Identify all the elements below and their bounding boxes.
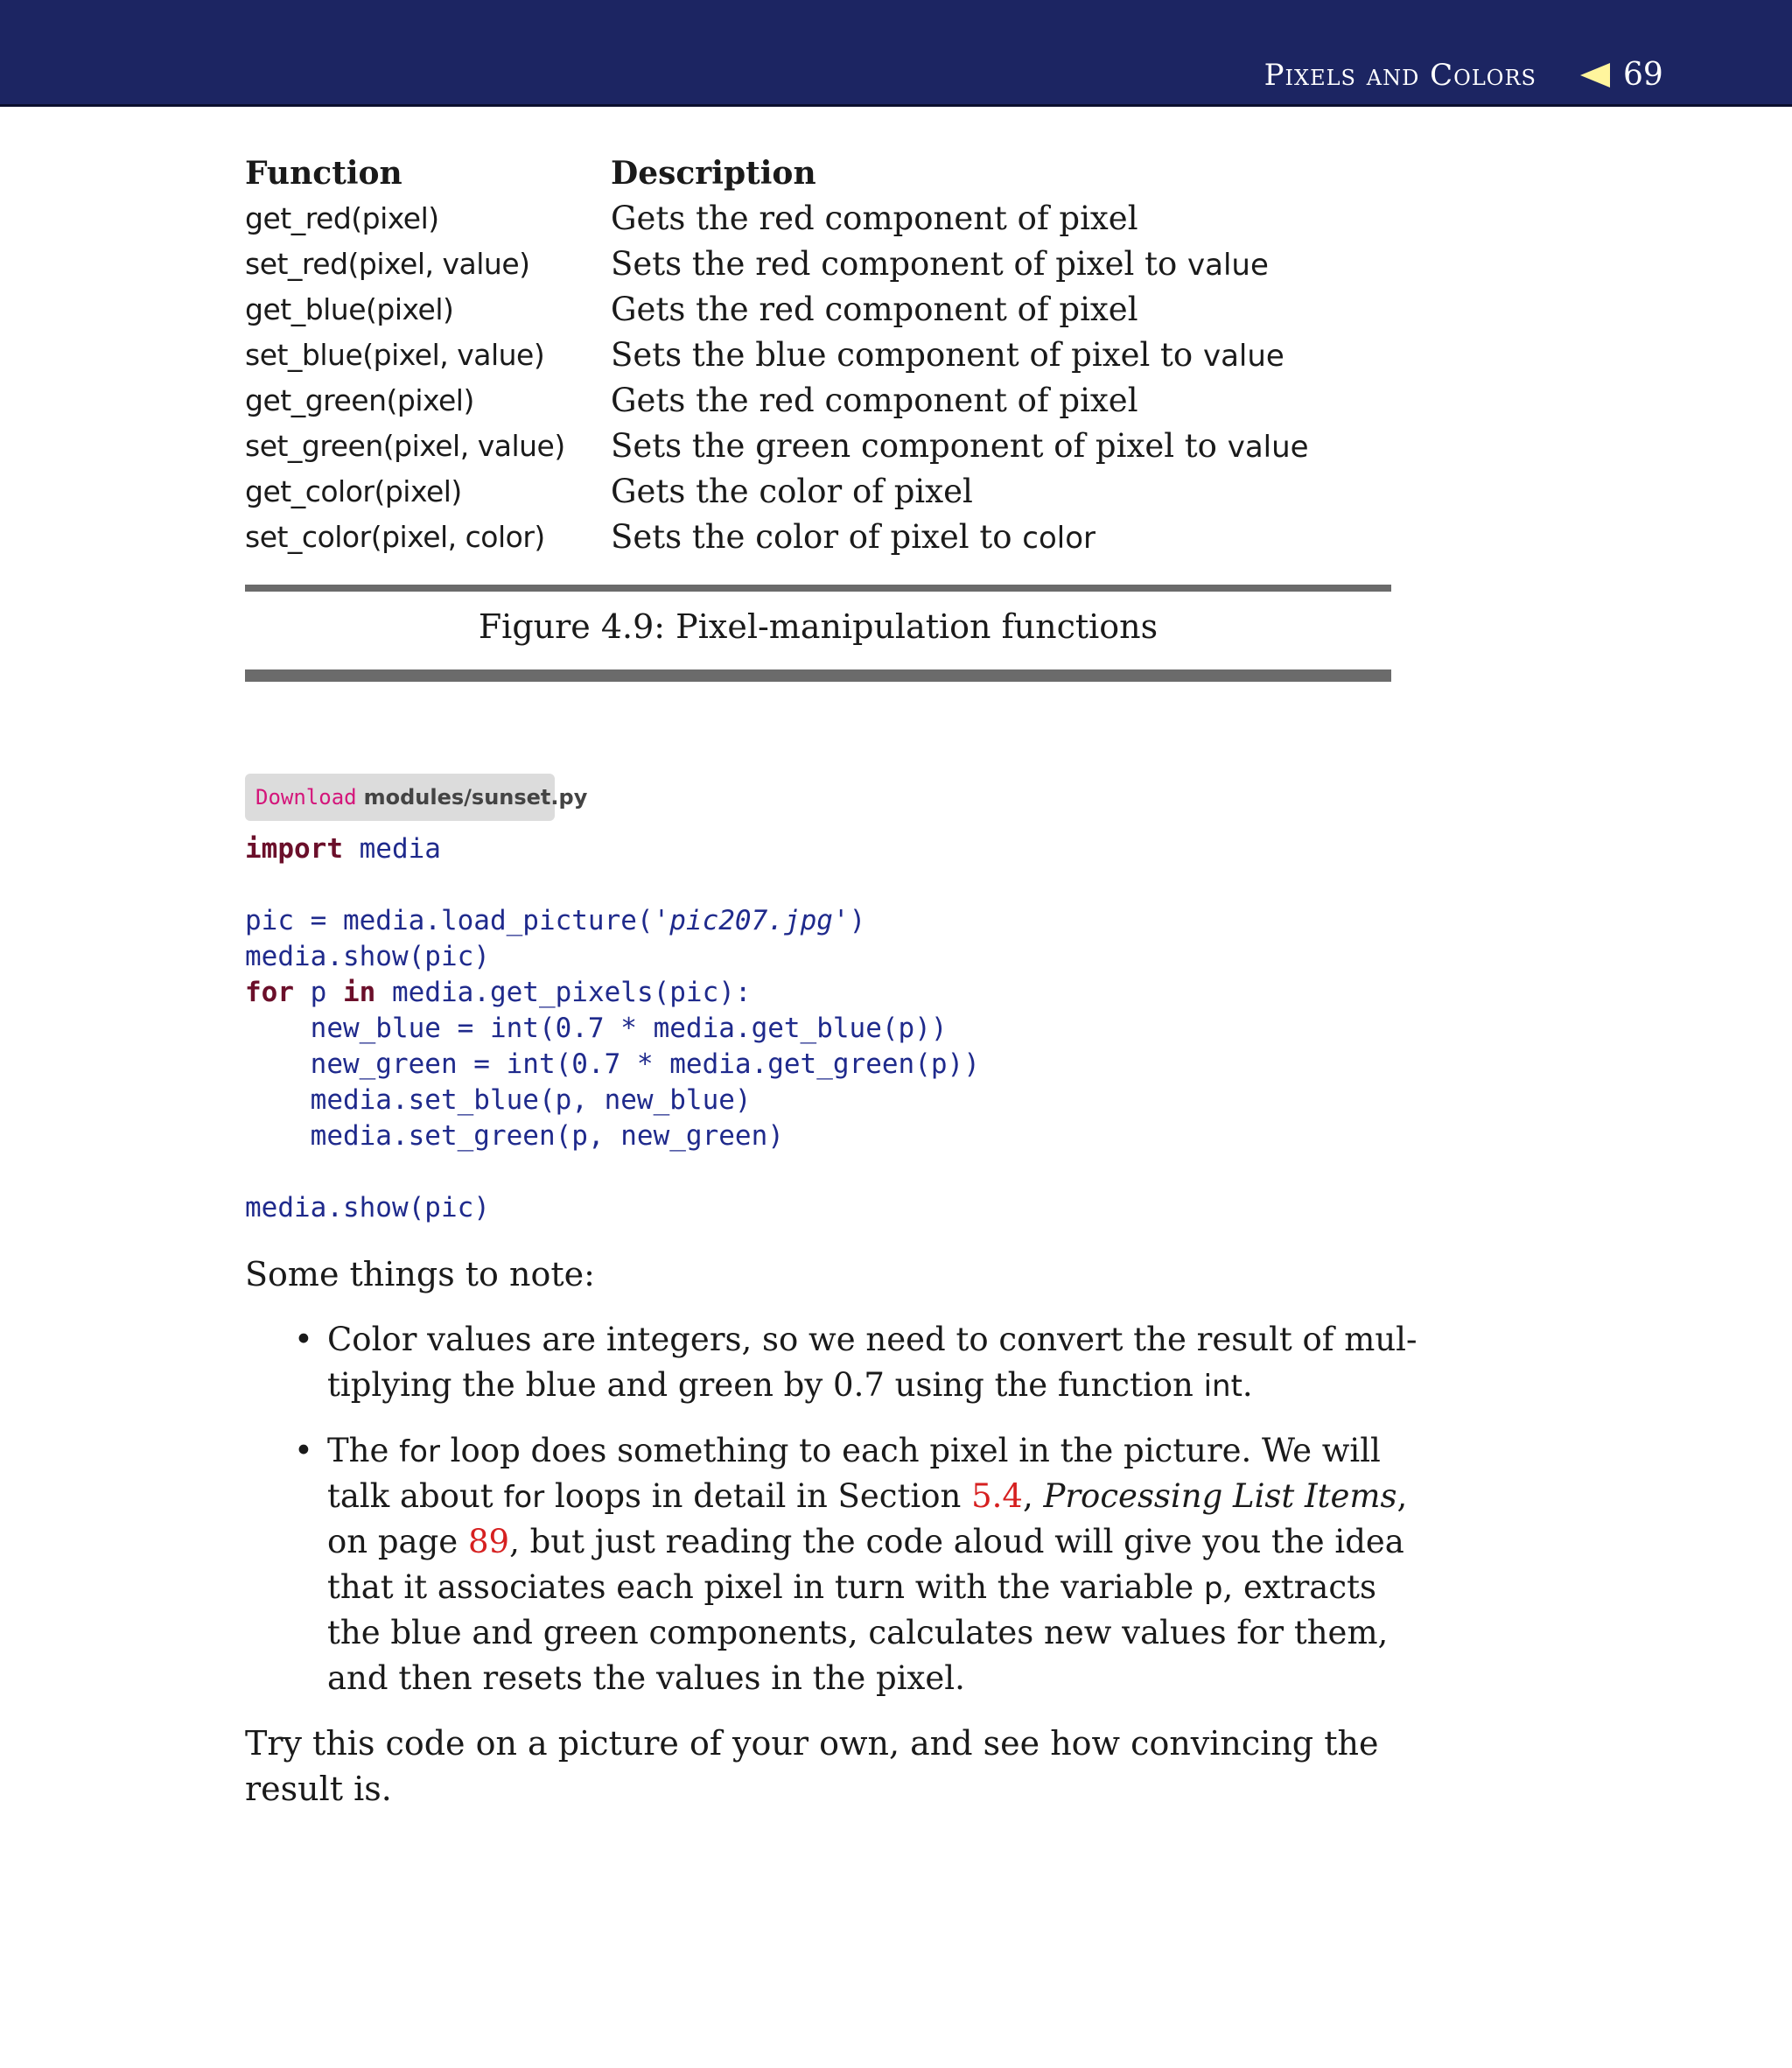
function-description bbox=[611, 424, 1309, 470]
closing-paragraph bbox=[245, 1721, 1391, 1812]
code-line: media.set_green(p, new_green) bbox=[245, 1120, 784, 1152]
code-text: pic = media.load_picture( bbox=[245, 905, 654, 936]
table-row bbox=[245, 287, 1391, 333]
bullet-item-int bbox=[294, 1317, 1418, 1408]
closing-line: result is. bbox=[245, 1770, 392, 1808]
running-header-band bbox=[0, 0, 1792, 107]
code-keyword: for bbox=[245, 977, 294, 1008]
closing-line: Try this code on a picture of your own, and see how convincing the bbox=[245, 1724, 1379, 1763]
function-description bbox=[611, 333, 1284, 379]
page-link[interactable]: 89 bbox=[467, 1523, 510, 1560]
description-code: color bbox=[1022, 521, 1096, 556]
function-name: get_red(pixel) bbox=[245, 201, 439, 235]
figure-caption: Figure 4.9: Pixel-manipulation functions bbox=[478, 607, 1158, 646]
code-blank-line bbox=[245, 867, 980, 903]
bullet-text: , but just reading the code aloud will give you the idea bbox=[509, 1523, 1404, 1560]
page-number: 69 bbox=[1623, 57, 1663, 93]
function-name: set_green(pixel, value) bbox=[245, 429, 565, 463]
description-code: value bbox=[1202, 339, 1284, 374]
description-text: Sets the blue component of pixel to bbox=[611, 336, 1203, 374]
bullet-text: . bbox=[1242, 1366, 1253, 1404]
code-line bbox=[245, 903, 980, 939]
function-description: Gets the color of pixel bbox=[611, 473, 973, 510]
function-name: set_color(pixel, color) bbox=[245, 520, 545, 554]
bullet-text: , extracts bbox=[1222, 1568, 1376, 1606]
function-name: set_red(pixel, value) bbox=[245, 247, 530, 281]
code-listing bbox=[245, 831, 980, 1226]
code-line: media.set_blue(p, new_blue) bbox=[245, 1084, 752, 1116]
inline-code: p bbox=[1203, 1571, 1223, 1606]
function-description: Gets the red component of pixel bbox=[611, 200, 1138, 237]
inline-code: int bbox=[1203, 1369, 1242, 1404]
code-text: media.get_pixels(pic): bbox=[375, 977, 752, 1008]
code-line bbox=[245, 975, 980, 1011]
bullet-line bbox=[327, 1363, 1391, 1408]
left-arrow-icon bbox=[1580, 63, 1610, 88]
description-text: Sets the green component of pixel to bbox=[611, 427, 1228, 465]
code-line: new_green = int(0.7 * media.get_green(p)) bbox=[245, 1048, 980, 1080]
table-row bbox=[245, 424, 1391, 469]
bullet-line: the blue and green components, calculates new values for them, bbox=[327, 1614, 1389, 1651]
bullet-line bbox=[327, 1428, 1391, 1474]
function-table bbox=[245, 151, 1391, 560]
code-line bbox=[245, 831, 980, 867]
description-code: value bbox=[1187, 248, 1269, 283]
running-head-title: Pixels and Colors bbox=[1264, 58, 1536, 93]
function-name: get_color(pixel) bbox=[245, 474, 462, 508]
table-row bbox=[245, 196, 1391, 242]
figure-bottom-rule bbox=[245, 669, 1391, 682]
function-description: Gets the red component of pixel bbox=[611, 291, 1138, 328]
bullet-line: and then resets the values in the pixel. bbox=[327, 1659, 965, 1697]
bullet-line: Color values are integers, so we need to convert the result of mul- bbox=[327, 1321, 1418, 1358]
function-name: get_blue(pixel) bbox=[245, 292, 454, 326]
function-description: Gets the red component of pixel bbox=[611, 382, 1138, 419]
table-row bbox=[245, 242, 1391, 287]
bullet-text: loop does something to each pixel in the picture. We will bbox=[439, 1432, 1381, 1469]
column-header-description: Description bbox=[611, 155, 816, 192]
code-text: ) bbox=[849, 905, 866, 936]
code-blank-line bbox=[245, 1154, 980, 1190]
code-text: media bbox=[342, 833, 441, 865]
column-header-function: Function bbox=[245, 155, 402, 192]
code-line: media.show(pic) bbox=[245, 1192, 490, 1223]
download-path: modules/sunset.py bbox=[363, 785, 588, 810]
section-title: Processing List Items bbox=[1043, 1477, 1397, 1515]
code-keyword: import bbox=[245, 833, 343, 865]
description-code: value bbox=[1227, 430, 1309, 465]
function-description bbox=[611, 515, 1096, 561]
figure-top-rule bbox=[245, 585, 1391, 592]
bullet-text: loops in detail in Section bbox=[544, 1477, 972, 1515]
bullet-text: on page bbox=[327, 1523, 468, 1560]
function-description bbox=[611, 242, 1269, 288]
bullet-text: , bbox=[1396, 1477, 1408, 1515]
download-tag[interactable] bbox=[245, 774, 588, 821]
inline-code: for bbox=[503, 1480, 545, 1515]
bullet-text: , bbox=[1022, 1477, 1044, 1515]
code-string: 'pic207.jpg' bbox=[653, 905, 850, 936]
running-head bbox=[1264, 56, 1536, 95]
bullet-line bbox=[327, 1519, 1404, 1565]
function-name: set_blue(pixel, value) bbox=[245, 338, 545, 372]
bullet-text: that it associates each pixel in turn with the variable bbox=[327, 1568, 1204, 1606]
bullet-text: talk about bbox=[327, 1477, 504, 1515]
bullet-item-for-loop bbox=[294, 1428, 1408, 1701]
code-line: new_blue = int(0.7 * media.get_blue(p)) bbox=[245, 1013, 948, 1044]
code-keyword: in bbox=[343, 977, 376, 1008]
description-text: Sets the red component of pixel to bbox=[611, 245, 1187, 283]
bullet-icon: • bbox=[294, 1321, 313, 1358]
section-link[interactable]: 5.4 bbox=[971, 1477, 1023, 1515]
bullet-line bbox=[327, 1565, 1391, 1610]
download-link[interactable]: Download bbox=[256, 785, 357, 810]
table-row bbox=[245, 515, 1391, 560]
bullet-icon: • bbox=[294, 1432, 313, 1469]
intro-paragraph: Some things to note: bbox=[245, 1255, 595, 1293]
table-header-row bbox=[245, 151, 1391, 196]
function-name: get_green(pixel) bbox=[245, 383, 474, 417]
bullet-line bbox=[327, 1474, 1408, 1519]
table-row bbox=[245, 469, 1391, 515]
inline-code: for bbox=[399, 1434, 440, 1469]
bullet-text: tiplying the blue and green by 0.7 using the function bbox=[327, 1366, 1204, 1404]
code-line: media.show(pic) bbox=[245, 941, 490, 972]
description-text: Sets the color of pixel to bbox=[611, 518, 1023, 556]
table-row bbox=[245, 333, 1391, 378]
code-text: p bbox=[294, 977, 343, 1008]
bullet-text: The bbox=[327, 1432, 400, 1469]
table-row bbox=[245, 378, 1391, 424]
